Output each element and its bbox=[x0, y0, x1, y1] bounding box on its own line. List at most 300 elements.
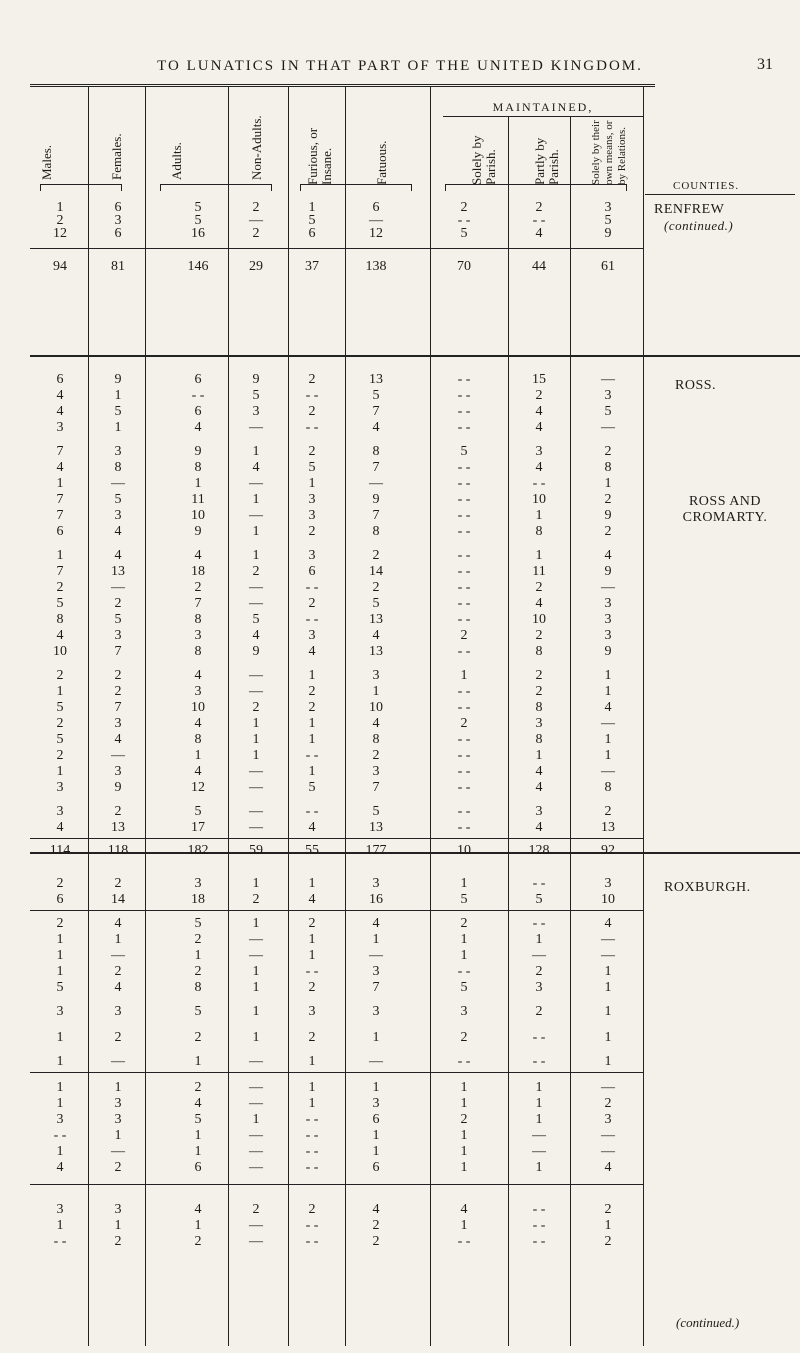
table-cell: 2 bbox=[372, 748, 380, 763]
county-renfrew-note: (continued.) bbox=[664, 218, 734, 233]
table-cell: — bbox=[249, 1128, 263, 1143]
total-cell: 128 bbox=[528, 843, 550, 858]
table-cell: 1 bbox=[604, 684, 612, 699]
table-cell: — bbox=[249, 948, 263, 963]
table-cell: — bbox=[249, 780, 263, 795]
table-cell: 1 bbox=[56, 1080, 64, 1095]
total-cell: 81 bbox=[111, 259, 125, 274]
table-cell: — bbox=[249, 580, 263, 595]
table-cell: - - bbox=[532, 1234, 546, 1249]
table-cell: 3 bbox=[194, 684, 202, 699]
table-cell: 1 bbox=[194, 748, 202, 763]
table-cell: 8 bbox=[372, 444, 380, 459]
table-cell: 4 bbox=[308, 644, 316, 659]
table-cell: — bbox=[249, 213, 263, 228]
table-cell: 2 bbox=[56, 213, 64, 228]
table-cell: - - bbox=[53, 1234, 67, 1249]
table-cell: 5 bbox=[194, 1004, 202, 1019]
table-cell: 1 bbox=[308, 764, 316, 779]
total-cell: 114 bbox=[49, 843, 71, 858]
table-cell: 2 bbox=[308, 1202, 316, 1217]
table-cell: 2 bbox=[194, 1080, 202, 1095]
table-cell: 4 bbox=[372, 628, 380, 643]
table-cell: 13 bbox=[111, 820, 125, 835]
table-cell: 3 bbox=[604, 1112, 612, 1127]
table-cell: 3 bbox=[535, 444, 543, 459]
table-cell: 3 bbox=[372, 668, 380, 683]
table-cell: 2 bbox=[535, 1004, 543, 1019]
group-rule bbox=[30, 1072, 643, 1073]
table-cell: - - bbox=[305, 580, 319, 595]
table-cell: - - bbox=[457, 492, 471, 507]
table-cell: 4 bbox=[252, 628, 260, 643]
table-cell: 2 bbox=[372, 548, 380, 563]
table-cell: 1 bbox=[194, 1128, 202, 1143]
table-cell: 1 bbox=[114, 388, 122, 403]
table-cell: 1 bbox=[56, 1096, 64, 1111]
table-cell: 1 bbox=[252, 748, 260, 763]
table-cell: 1 bbox=[604, 1030, 612, 1045]
table-cell: - - bbox=[532, 1218, 546, 1233]
table-cell: 16 bbox=[369, 892, 383, 907]
table-cell: 1 bbox=[252, 964, 260, 979]
table-cell: - - bbox=[457, 596, 471, 611]
table-cell: 7 bbox=[56, 508, 64, 523]
table-cell: 3 bbox=[114, 508, 122, 523]
table-cell: 3 bbox=[114, 213, 122, 228]
table-cell: 2 bbox=[252, 1202, 260, 1217]
table-cell: — bbox=[601, 932, 615, 947]
table-cell: 2 bbox=[460, 1030, 468, 1045]
table-cell: - - bbox=[305, 1160, 319, 1175]
table-cell: 13 bbox=[111, 564, 125, 579]
group-rule bbox=[30, 1184, 643, 1185]
table-cell: 12 bbox=[191, 780, 205, 795]
table-cell: 3 bbox=[535, 804, 543, 819]
table-cell: 12 bbox=[53, 226, 67, 241]
county-ross: ROSS. bbox=[675, 378, 717, 393]
table-cell: 2 bbox=[604, 492, 612, 507]
table-cell: 1 bbox=[114, 1218, 122, 1233]
total-cell: 70 bbox=[457, 259, 471, 274]
table-cell: — bbox=[111, 748, 125, 763]
table-cell: 2 bbox=[308, 404, 316, 419]
table-cell: — bbox=[249, 476, 263, 491]
table-cell: — bbox=[111, 476, 125, 491]
table-cell: 3 bbox=[194, 628, 202, 643]
col-rule bbox=[88, 86, 89, 1346]
page-number: 31 bbox=[757, 56, 773, 73]
table-cell: 8 bbox=[535, 700, 543, 715]
total-cell: 182 bbox=[187, 843, 209, 858]
table-cell: 4 bbox=[604, 548, 612, 563]
table-cell: 3 bbox=[56, 420, 64, 435]
table-cell: 2 bbox=[56, 876, 64, 891]
table-cell: 2 bbox=[308, 596, 316, 611]
table-cell: 14 bbox=[369, 564, 383, 579]
table-cell: 3 bbox=[604, 388, 612, 403]
table-cell: 6 bbox=[372, 200, 380, 215]
table-cell: 5 bbox=[308, 213, 316, 228]
table-cell: 8 bbox=[194, 612, 202, 627]
total-cell: 37 bbox=[305, 259, 319, 274]
table-cell: 9 bbox=[194, 524, 202, 539]
table-cell: 7 bbox=[372, 460, 380, 475]
table-cell: 6 bbox=[194, 1160, 202, 1175]
table-cell: 3 bbox=[308, 1004, 316, 1019]
table-cell: 2 bbox=[604, 444, 612, 459]
table-cell: — bbox=[601, 1080, 615, 1095]
table-cell: 1 bbox=[460, 1096, 468, 1111]
table-cell: 6 bbox=[56, 524, 64, 539]
table-cell: — bbox=[601, 580, 615, 595]
table-cell: - - bbox=[457, 460, 471, 475]
table-cell: 2 bbox=[56, 748, 64, 763]
table-cell: 2 bbox=[308, 980, 316, 995]
table-cell: 2 bbox=[308, 524, 316, 539]
table-cell: - - bbox=[457, 388, 471, 403]
col-rule bbox=[508, 116, 509, 1346]
table-cell: 8 bbox=[535, 732, 543, 747]
table-cell: 2 bbox=[535, 200, 543, 215]
table-cell: 1 bbox=[56, 964, 64, 979]
table-cell: 4 bbox=[114, 548, 122, 563]
table-cell: 4 bbox=[604, 1160, 612, 1175]
total-cell: 44 bbox=[532, 259, 546, 274]
table-cell: 9 bbox=[252, 644, 260, 659]
brace-sex bbox=[40, 184, 122, 191]
table-cell: 1 bbox=[252, 1112, 260, 1127]
table-cell: 1 bbox=[308, 932, 316, 947]
table-cell: 4 bbox=[604, 916, 612, 931]
table-cell: 2 bbox=[114, 596, 122, 611]
table-cell: 13 bbox=[369, 612, 383, 627]
table-cell: 4 bbox=[56, 628, 64, 643]
table-cell: 7 bbox=[194, 596, 202, 611]
table-cell: - - bbox=[457, 372, 471, 387]
table-cell: 5 bbox=[56, 732, 64, 747]
table-cell: 3 bbox=[604, 612, 612, 627]
table-cell: 2 bbox=[252, 700, 260, 715]
header-females: Females. bbox=[109, 133, 124, 180]
col-rule bbox=[288, 86, 289, 1346]
table-cell: 1 bbox=[194, 1144, 202, 1159]
table-cell: 5 bbox=[460, 444, 468, 459]
table-cell: 5 bbox=[114, 612, 122, 627]
table-cell: 2 bbox=[252, 226, 260, 241]
table-cell: 2 bbox=[535, 964, 543, 979]
table-cell: 2 bbox=[114, 1160, 122, 1175]
table-cell: 6 bbox=[308, 564, 316, 579]
table-cell: 1 bbox=[114, 932, 122, 947]
table-cell: 1 bbox=[460, 1218, 468, 1233]
table-cell: 5 bbox=[535, 892, 543, 907]
table-cell: 1 bbox=[535, 1112, 543, 1127]
table-cell: - - bbox=[305, 420, 319, 435]
table-cell: 3 bbox=[114, 1112, 122, 1127]
total-cell: 118 bbox=[107, 843, 129, 858]
table-cell: 6 bbox=[372, 1112, 380, 1127]
table-cell: 7 bbox=[114, 700, 122, 715]
table-cell: - - bbox=[305, 1112, 319, 1127]
table-cell: 1 bbox=[460, 932, 468, 947]
table-cell: 1 bbox=[252, 876, 260, 891]
group-rule bbox=[30, 910, 643, 911]
table-cell: 1 bbox=[308, 732, 316, 747]
table-cell: 2 bbox=[535, 388, 543, 403]
table-cell: 2 bbox=[194, 1234, 202, 1249]
table-cell: 4 bbox=[535, 764, 543, 779]
table-cell: — bbox=[249, 1218, 263, 1233]
table-cell: 5 bbox=[308, 780, 316, 795]
table-cell: — bbox=[111, 1054, 125, 1069]
header-maintained: MAINTAINED, bbox=[492, 100, 594, 114]
table-cell: - - bbox=[457, 804, 471, 819]
total-rule bbox=[30, 248, 643, 249]
table-cell: 1 bbox=[252, 716, 260, 731]
table-cell: - - bbox=[305, 964, 319, 979]
table-cell: 1 bbox=[114, 420, 122, 435]
table-cell: 11 bbox=[191, 492, 205, 507]
table-cell: 7 bbox=[56, 444, 64, 459]
table-cell: - - bbox=[457, 820, 471, 835]
table-cell: 1 bbox=[372, 1144, 380, 1159]
table-cell: 4 bbox=[194, 420, 202, 435]
table-cell: 12 bbox=[369, 226, 383, 241]
table-cell: - - bbox=[305, 388, 319, 403]
table-cell: 4 bbox=[535, 780, 543, 795]
table-cell: 3 bbox=[308, 492, 316, 507]
table-cell: 4 bbox=[535, 420, 543, 435]
table-cell: 6 bbox=[194, 372, 202, 387]
table-cell: — bbox=[249, 1234, 263, 1249]
table-cell: 4 bbox=[535, 460, 543, 475]
table-cell: 1 bbox=[56, 1054, 64, 1069]
table-cell: 8 bbox=[194, 732, 202, 747]
table-cell: 2 bbox=[194, 932, 202, 947]
table-cell: 2 bbox=[56, 916, 64, 931]
table-cell: 7 bbox=[372, 780, 380, 795]
table-cell: 8 bbox=[194, 980, 202, 995]
table-cell: 4 bbox=[194, 716, 202, 731]
table-cell: 3 bbox=[114, 1096, 122, 1111]
table-cell: 9 bbox=[604, 644, 612, 659]
table-cell: 4 bbox=[604, 700, 612, 715]
total-cell: 10 bbox=[457, 843, 471, 858]
table-cell: 3 bbox=[372, 964, 380, 979]
table-cell: 1 bbox=[56, 948, 64, 963]
table-cell: 1 bbox=[308, 948, 316, 963]
table-cell: 1 bbox=[460, 1080, 468, 1095]
table-cell: — bbox=[601, 1128, 615, 1143]
table-cell: 2 bbox=[604, 524, 612, 539]
table-cell: 1 bbox=[194, 476, 202, 491]
table-cell: 2 bbox=[308, 916, 316, 931]
table-cell: 4 bbox=[535, 226, 543, 241]
table-cell: 2 bbox=[604, 1234, 612, 1249]
table-cell: 2 bbox=[194, 580, 202, 595]
table-cell: 2 bbox=[308, 684, 316, 699]
table-cell: 4 bbox=[194, 1202, 202, 1217]
table-cell: 5 bbox=[372, 596, 380, 611]
table-cell: 1 bbox=[535, 1160, 543, 1175]
table-cell: 7 bbox=[56, 492, 64, 507]
table-cell: 4 bbox=[56, 460, 64, 475]
table-cell: 5 bbox=[460, 892, 468, 907]
table-cell: 1 bbox=[194, 1054, 202, 1069]
table-cell: 1 bbox=[460, 668, 468, 683]
table-cell: 1 bbox=[114, 1128, 122, 1143]
table-cell: 3 bbox=[114, 764, 122, 779]
table-cell: 16 bbox=[191, 226, 205, 241]
table-cell: — bbox=[249, 420, 263, 435]
table-cell: 3 bbox=[535, 980, 543, 995]
table-cell: - - bbox=[457, 964, 471, 979]
table-cell: 18 bbox=[191, 892, 205, 907]
table-cell: 2 bbox=[114, 876, 122, 891]
table-cell: 5 bbox=[56, 596, 64, 611]
top-rule bbox=[30, 84, 655, 85]
table-cell: 10 bbox=[532, 492, 546, 507]
table-cell: - - bbox=[305, 1234, 319, 1249]
table-cell: 1 bbox=[308, 1054, 316, 1069]
table-cell: 2 bbox=[114, 684, 122, 699]
table-cell: 5 bbox=[308, 460, 316, 475]
table-cell: 1 bbox=[308, 476, 316, 491]
table-cell: 2 bbox=[114, 964, 122, 979]
table-cell: — bbox=[601, 372, 615, 387]
table-cell: 10 bbox=[532, 612, 546, 627]
table-cell: - - bbox=[457, 420, 471, 435]
table-cell: 2 bbox=[460, 628, 468, 643]
table-cell: 1 bbox=[308, 668, 316, 683]
table-cell: - - bbox=[532, 1202, 546, 1217]
table-cell: 4 bbox=[372, 916, 380, 931]
header-partly-parish: Partly by Parish. bbox=[532, 137, 561, 185]
header-solely-parish: Solely by Parish. bbox=[469, 135, 498, 185]
table-cell: 3 bbox=[604, 876, 612, 891]
table-cell: 5 bbox=[56, 980, 64, 995]
table-cell: 10 bbox=[601, 892, 615, 907]
total-cell: 61 bbox=[601, 259, 615, 274]
table-cell: 1 bbox=[56, 684, 64, 699]
table-cell: 7 bbox=[114, 644, 122, 659]
table-cell: - - bbox=[457, 476, 471, 491]
table-cell: 2 bbox=[114, 1030, 122, 1045]
table-cell: 1 bbox=[604, 732, 612, 747]
table-cell: — bbox=[601, 948, 615, 963]
table-cell: 1 bbox=[460, 876, 468, 891]
total-cell: 94 bbox=[53, 259, 67, 274]
table-cell: 1 bbox=[604, 1054, 612, 1069]
table-cell: 2 bbox=[56, 668, 64, 683]
table-cell: 1 bbox=[372, 684, 380, 699]
table-cell: 2 bbox=[604, 1202, 612, 1217]
header-fatuous: Fatuous. bbox=[374, 140, 389, 185]
header-adults: Adults. bbox=[169, 142, 184, 180]
table-cell: 9 bbox=[114, 372, 122, 387]
table-cell: - - bbox=[457, 580, 471, 595]
table-cell: 1 bbox=[252, 548, 260, 563]
table-cell: 6 bbox=[56, 892, 64, 907]
table-cell: 1 bbox=[460, 1160, 468, 1175]
table-cell: 3 bbox=[460, 1004, 468, 1019]
brace-type bbox=[300, 184, 412, 191]
table-cell: 3 bbox=[56, 804, 64, 819]
table-cell: 17 bbox=[191, 820, 205, 835]
table-cell: 1 bbox=[535, 548, 543, 563]
table-cell: 3 bbox=[308, 548, 316, 563]
table-cell: — bbox=[601, 420, 615, 435]
table-cell: 1 bbox=[252, 916, 260, 931]
table-cell: 1 bbox=[372, 932, 380, 947]
table-cell: 7 bbox=[56, 564, 64, 579]
table-cell: 3 bbox=[56, 1112, 64, 1127]
table-cell: 3 bbox=[114, 444, 122, 459]
table-cell: 5 bbox=[372, 804, 380, 819]
table-cell: 4 bbox=[114, 524, 122, 539]
table-cell: — bbox=[249, 1054, 263, 1069]
table-cell: 4 bbox=[460, 1202, 468, 1217]
table-cell: 1 bbox=[535, 932, 543, 947]
table-cell: 3 bbox=[604, 596, 612, 611]
table-cell: 4 bbox=[194, 548, 202, 563]
table-cell: 5 bbox=[194, 213, 202, 228]
table-cell: 9 bbox=[604, 564, 612, 579]
table-cell: - - bbox=[53, 1128, 67, 1143]
table-cell: - - bbox=[305, 804, 319, 819]
table-cell: — bbox=[249, 1080, 263, 1095]
header-non-adults: Non-Adults. bbox=[249, 115, 264, 180]
table-cell: 1 bbox=[56, 476, 64, 491]
table-cell: - - bbox=[532, 1054, 546, 1069]
table-cell: 5 bbox=[252, 612, 260, 627]
table-cell: 8 bbox=[372, 732, 380, 747]
table-cell: 1 bbox=[308, 876, 316, 891]
table-cell: — bbox=[369, 948, 383, 963]
table-cell: — bbox=[249, 508, 263, 523]
table-cell: - - bbox=[532, 916, 546, 931]
table-cell: 3 bbox=[372, 764, 380, 779]
total-cell: 29 bbox=[249, 259, 263, 274]
table-cell: — bbox=[111, 948, 125, 963]
table-cell: 1 bbox=[460, 948, 468, 963]
table-cell: 1 bbox=[56, 764, 64, 779]
table-cell: 9 bbox=[252, 372, 260, 387]
col-rule bbox=[430, 86, 431, 1346]
table-cell: - - bbox=[457, 564, 471, 579]
table-cell: 6 bbox=[308, 226, 316, 241]
table-cell: 4 bbox=[372, 1202, 380, 1217]
continued-note: (continued.) bbox=[676, 1315, 740, 1330]
total-cell: 146 bbox=[187, 259, 209, 274]
table-cell: 2 bbox=[308, 700, 316, 715]
table-cell: 4 bbox=[114, 980, 122, 995]
header-furious: Furious, or Insane. bbox=[305, 127, 334, 185]
table-cell: 2 bbox=[535, 628, 543, 643]
table-cell: 13 bbox=[601, 820, 615, 835]
table-cell: 1 bbox=[372, 1128, 380, 1143]
table-cell: 6 bbox=[114, 200, 122, 215]
table-cell: 4 bbox=[114, 916, 122, 931]
table-cell: 5 bbox=[604, 404, 612, 419]
table-cell: - - bbox=[457, 404, 471, 419]
table-cell: 1 bbox=[535, 508, 543, 523]
table-cell: 1 bbox=[372, 1030, 380, 1045]
table-cell: 3 bbox=[114, 628, 122, 643]
table-cell: 10 bbox=[53, 644, 67, 659]
table-cell: 3 bbox=[252, 404, 260, 419]
